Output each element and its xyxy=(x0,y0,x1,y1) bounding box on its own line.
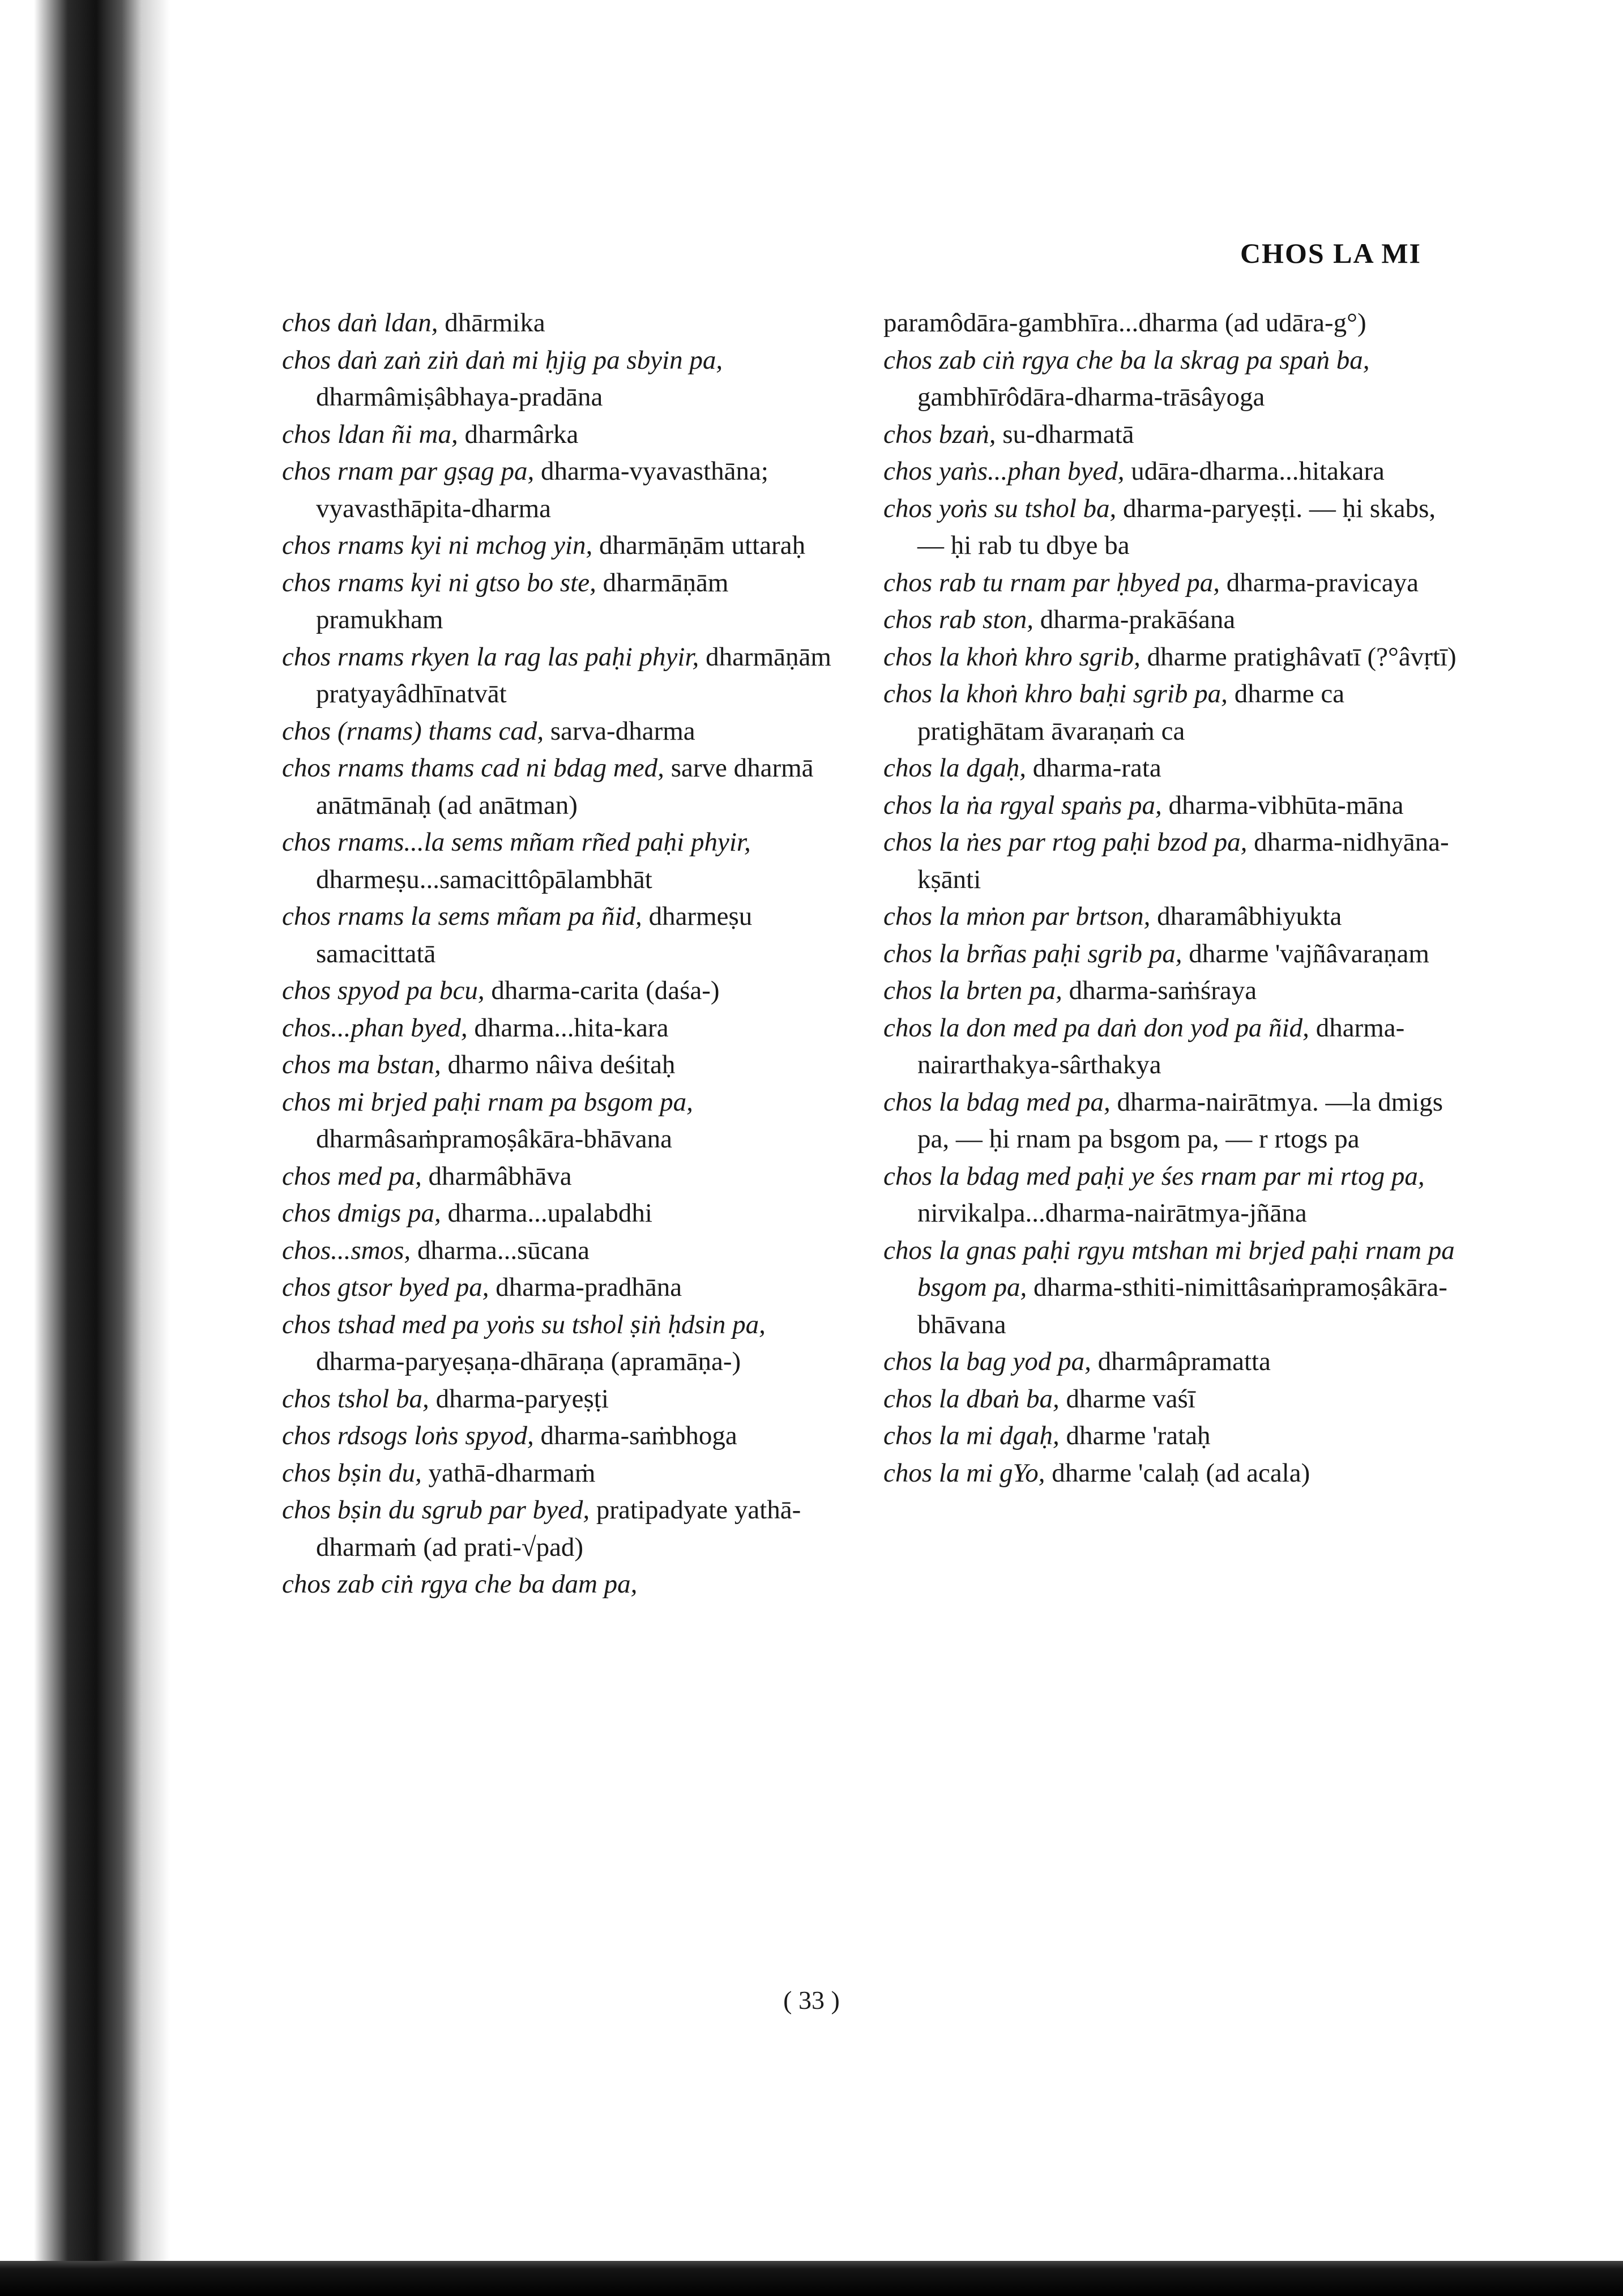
dictionary-entry xyxy=(282,565,857,639)
sanskrit-equivalent: dharmâpramatta xyxy=(1097,1347,1271,1376)
sanskrit-equivalent: dharme pratighâvatī (?°âvṛtī) xyxy=(1147,642,1457,672)
tibetan-headword: chos ldan ñi ma, xyxy=(282,419,458,449)
right-column xyxy=(883,305,1458,1492)
dictionary-entry xyxy=(282,639,857,713)
tibetan-headword: chos la bdag med paḥi ye śes rnam par mi rtog pa, xyxy=(883,1161,1425,1191)
tibetan-headword: chos la bdag med pa, xyxy=(883,1087,1111,1117)
tibetan-headword: chos bzaṅ, xyxy=(883,419,996,449)
dictionary-entry xyxy=(282,750,857,824)
dictionary-entry xyxy=(282,1269,857,1307)
dictionary-entry xyxy=(282,1232,857,1270)
dictionary-entry xyxy=(883,453,1458,490)
tibetan-headword: chos la ṅa rgyal spaṅs pa, xyxy=(883,790,1162,820)
sanskrit-equivalent: udāra-dharma...hitakara xyxy=(1131,456,1385,486)
tibetan-headword: chos la mi dgaḥ, xyxy=(883,1421,1060,1450)
dictionary-entry xyxy=(883,601,1458,639)
sanskrit-equivalent: dharmâbhāva xyxy=(428,1161,572,1191)
sanskrit-equivalent: dharme vaśī xyxy=(1066,1384,1195,1414)
sanskrit-equivalent: dharmeṣu...samacittôpālambhāt xyxy=(316,864,652,894)
dictionary-entry xyxy=(282,453,857,527)
sanskrit-equivalent: su-dharmatā xyxy=(1002,419,1134,449)
tibetan-headword: chos zab ciṅ rgya che ba dam pa, xyxy=(282,1569,638,1599)
dictionary-entry xyxy=(883,1455,1458,1492)
sanskrit-equivalent: dharma...upalabdhi xyxy=(447,1198,652,1228)
tibetan-headword: chos mi brjed paḥi rnam pa bsgom pa, xyxy=(282,1087,693,1117)
sanskrit-equivalent: dharmâmiṣâbhaya-pradāna xyxy=(316,382,603,412)
tibetan-headword: chos rnams...la sems mñam rñed paḥi phyir, xyxy=(282,827,751,857)
sanskrit-equivalent: dharmāṇām pratyayâdhīnatvāt xyxy=(316,642,831,709)
sanskrit-equivalent: sarve dharmā anātmānaḥ (ad anātman) xyxy=(316,753,814,820)
tibetan-headword: chos rnams kyi ni mchog yin, xyxy=(282,531,593,560)
sanskrit-equivalent: dharma-nairarthakya-sârthakya xyxy=(917,1013,1405,1079)
scan-bottom-edge xyxy=(0,2261,1623,2296)
dictionary-entry xyxy=(282,972,857,1010)
tibetan-headword: chos gtsor byed pa, xyxy=(282,1273,489,1302)
dictionary-entry xyxy=(282,1418,857,1455)
dictionary-entry xyxy=(282,1010,857,1047)
dictionary-entry xyxy=(282,1455,857,1492)
sanskrit-equivalent: dharma-paryeṣṭi xyxy=(435,1384,609,1414)
tibetan-headword: chos la mi gYo, xyxy=(883,1458,1045,1488)
tibetan-headword: chos rab ston, xyxy=(883,605,1034,634)
sanskrit-equivalent: nirvikalpa...dharma-nairātmya-jñāna xyxy=(917,1198,1307,1228)
tibetan-headword: chos tshad med pa yoṅs su tshol ṣiṅ ḥdsin pa, xyxy=(282,1309,766,1339)
sanskrit-equivalent: gambhīrôdāra-dharma-trāsâyoga xyxy=(917,382,1265,412)
dictionary-entry xyxy=(883,305,1458,342)
tibetan-headword: chos rnams kyi ni gtso bo ste, xyxy=(282,567,596,598)
sanskrit-equivalent: dharma-saṁbhoga xyxy=(540,1421,737,1450)
tibetan-headword: chos (rnams) thams cad, xyxy=(282,716,544,746)
sanskrit-equivalent: dharma-carita (daśa-) xyxy=(491,976,720,1005)
tibetan-headword: chos rnams la sems mñam pa ñid, xyxy=(282,902,642,931)
dictionary-entry xyxy=(282,898,857,972)
page-number: ( 33 ) xyxy=(783,1986,840,2015)
dictionary-entry xyxy=(282,1195,857,1232)
sanskrit-equivalent: yathā-dharmaṁ xyxy=(428,1458,596,1488)
sanskrit-equivalent: dharma-pradhāna xyxy=(496,1273,682,1302)
tibetan-headword: chos rab tu rnam par ḥbyed pa, xyxy=(883,567,1220,598)
sanskrit-equivalent: dhārmika xyxy=(445,308,545,338)
sanskrit-equivalent: dharma-nidhyāna-kṣānti xyxy=(917,827,1449,894)
dictionary-entry xyxy=(282,1492,857,1566)
dictionary-entry xyxy=(282,1566,857,1603)
dictionary-entry xyxy=(883,1418,1458,1455)
tibetan-headword: chos la brten pa, xyxy=(883,976,1062,1005)
tibetan-headword: chos rnams rkyen la rag las paḥi phyir, xyxy=(282,642,699,672)
dictionary-entry xyxy=(282,1084,857,1158)
tibetan-headword: chos rnam par gṣag pa, xyxy=(282,456,535,486)
sanskrit-equivalent: dharmo nâiva deśitaḥ xyxy=(447,1050,676,1079)
tibetan-headword: chos yoṅs su tshol ba, xyxy=(883,493,1117,523)
dictionary-entry xyxy=(883,1381,1458,1418)
tibetan-headword: chos zab ciṅ rgya che ba la skrag pa spaṅ ba, xyxy=(883,345,1370,375)
tibetan-headword: chos ma bstan, xyxy=(282,1050,441,1079)
dictionary-entry xyxy=(883,1343,1458,1381)
sanskrit-equivalent: paramôdāra-gambhīra...dharma (ad udāra-g°) xyxy=(883,308,1366,338)
running-head: CHOS LA MI xyxy=(1240,237,1421,269)
dictionary-entry xyxy=(883,898,1458,936)
sanskrit-equivalent: dharmeṣu samacittatā xyxy=(316,902,753,968)
dictionary-entry xyxy=(883,1084,1458,1158)
tibetan-headword: chos la dgaḥ, xyxy=(883,753,1026,783)
left-column xyxy=(282,305,857,1603)
dictionary-entry xyxy=(282,1158,857,1196)
dictionary-entry xyxy=(282,1307,857,1381)
tibetan-headword: chos...phan byed, xyxy=(282,1013,468,1043)
dictionary-entry xyxy=(883,1232,1458,1344)
tibetan-headword: chos la dbaṅ ba, xyxy=(883,1384,1060,1414)
tibetan-headword: chos la khoṅ khro sgrib, xyxy=(883,642,1141,672)
tibetan-headword: chos spyod pa bcu, xyxy=(282,976,485,1005)
tibetan-headword: chos bṣin du sgrub par byed, xyxy=(282,1495,590,1525)
dictionary-entry xyxy=(282,824,857,898)
dictionary-entry xyxy=(282,1047,857,1084)
sanskrit-equivalent: dharmârka xyxy=(464,419,579,449)
sanskrit-equivalent: dharma-vyavasthāna; vyavasthāpita-dharma xyxy=(316,456,768,523)
dictionary-entry xyxy=(883,1158,1458,1232)
dictionary-entry xyxy=(883,676,1458,750)
sanskrit-equivalent: dharma-sthiti-nimittâsaṁpramoṣâkāra-bhāvana xyxy=(917,1273,1447,1339)
tibetan-headword: chos rdsogs loṅs spyod, xyxy=(282,1421,534,1450)
tibetan-headword: chos daṅ ldan, xyxy=(282,308,438,338)
dictionary-entry xyxy=(883,416,1458,454)
tibetan-headword: chos yaṅs...phan byed, xyxy=(883,456,1125,486)
sanskrit-equivalent: dharamâbhiyukta xyxy=(1157,902,1342,931)
sanskrit-equivalent: dharme 'vajñâvaraṇam xyxy=(1189,938,1429,968)
tibetan-headword: chos rnams thams cad ni bdag med, xyxy=(282,753,664,783)
sanskrit-equivalent: dharma-rata xyxy=(1032,753,1161,783)
sanskrit-equivalent: dharmâsaṁpramoṣâkāra-bhāvana xyxy=(316,1124,672,1154)
sanskrit-equivalent: sarva-dharma xyxy=(550,716,695,746)
dictionary-entry xyxy=(282,416,857,454)
dictionary-entry xyxy=(282,342,857,416)
tibetan-headword: chos la ṅes par rtog paḥi bzod pa, xyxy=(883,827,1248,857)
sanskrit-equivalent: dharma-paryeṣaṇa-dhāraṇa (apramāṇa-) xyxy=(316,1347,741,1376)
dictionary-entry xyxy=(282,527,857,565)
sanskrit-equivalent: dharma...hita-kara xyxy=(474,1013,669,1043)
tibetan-headword: chos la gnas paḥi rgyu mtshan mi brjed paḥi rnam pa bsgom pa, xyxy=(883,1235,1455,1302)
tibetan-headword: chos...smos, xyxy=(282,1235,411,1265)
sanskrit-equivalent: pratipadyate yathā-dharmaṁ (ad prati-√pad) xyxy=(316,1495,801,1562)
dictionary-entry xyxy=(883,824,1458,898)
sanskrit-equivalent: dharma-prakāśana xyxy=(1040,605,1236,634)
tibetan-headword: chos bṣin du, xyxy=(282,1458,422,1488)
sanskrit-equivalent: dharme ca pratighātam āvaraṇaṁ ca xyxy=(917,679,1345,746)
tibetan-headword: chos la bag yod pa, xyxy=(883,1347,1091,1376)
dictionary-entry xyxy=(883,787,1458,825)
dictionary-entry xyxy=(883,639,1458,676)
tibetan-headword: chos daṅ zaṅ ziṅ daṅ mi ḥjig pa sbyin pa, xyxy=(282,345,723,375)
tibetan-headword: chos tshol ba, xyxy=(282,1384,429,1414)
tibetan-headword: chos med pa, xyxy=(282,1161,422,1191)
dictionary-entry xyxy=(883,750,1458,787)
tibetan-headword: chos la don med pa daṅ don yod pa ñid, xyxy=(883,1013,1309,1043)
sanskrit-equivalent: dharma-vibhūta-māna xyxy=(1168,790,1404,820)
sanskrit-equivalent: dharma-saṁśraya xyxy=(1069,976,1257,1005)
dictionary-entry xyxy=(282,1381,857,1418)
dictionary-entry xyxy=(282,305,857,342)
tibetan-headword: chos dmigs pa, xyxy=(282,1198,441,1228)
dictionary-entry xyxy=(282,713,857,750)
dictionary-entry xyxy=(883,936,1458,973)
dictionary-entry xyxy=(883,972,1458,1010)
sanskrit-equivalent: dharme 'rataḥ xyxy=(1066,1421,1211,1450)
dictionary-entry xyxy=(883,342,1458,416)
dictionary-entry xyxy=(883,1010,1458,1084)
dictionary-entry xyxy=(883,565,1458,602)
sanskrit-equivalent: dharma-nairātmya. —la dmigs pa, — ḥi rnam pa bsgom pa, — r rtogs pa xyxy=(917,1087,1443,1154)
sanskrit-equivalent: dharmāṇām pramukham xyxy=(316,567,729,634)
sanskrit-equivalent: dharmāṇām uttaraḥ xyxy=(599,531,806,560)
tibetan-headword: chos la khoṅ khro baḥi sgrib pa, xyxy=(883,679,1228,709)
sanskrit-equivalent: dharma-pravicaya xyxy=(1226,567,1419,598)
sanskrit-equivalent: dharme 'calaḥ (ad acala) xyxy=(1052,1458,1310,1488)
sanskrit-equivalent: dharma-paryeṣṭi. — ḥi skabs, — ḥi rab tu dbye ba xyxy=(917,493,1436,560)
tibetan-headword: chos la brñas paḥi sgrib pa, xyxy=(883,938,1182,968)
dictionary-entry xyxy=(883,490,1458,565)
binding-shadow xyxy=(0,0,170,2296)
sanskrit-equivalent: dharma...sūcana xyxy=(417,1235,590,1265)
tibetan-headword: chos la mṅon par brtson, xyxy=(883,902,1151,931)
